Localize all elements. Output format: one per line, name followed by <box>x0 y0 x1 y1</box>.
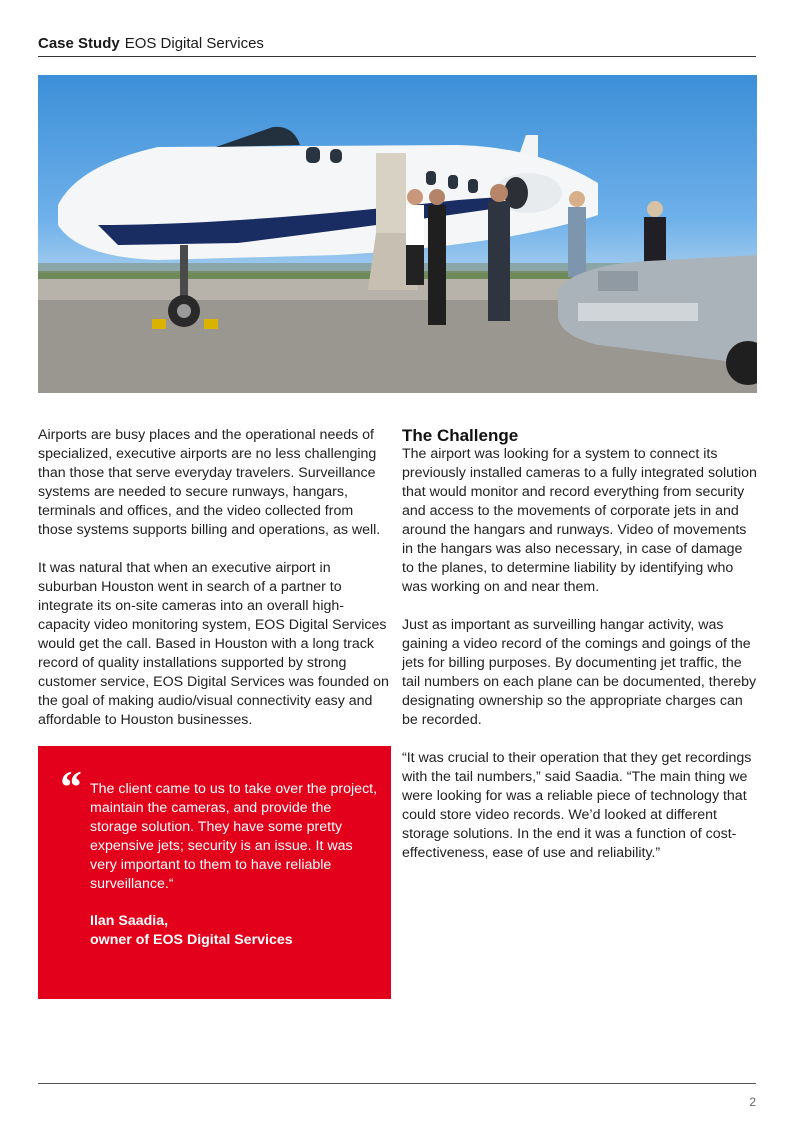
challenge-paragraph-2: Just as important as surveilling hangar activity, was gaining a video record of the comings and goings of the jets for billing purposes. By documenting jet traffic, the tail numbers on each plane can be documented, thereby designating ownership so the appropriate charges can be recorded. <box>402 617 757 728</box>
challenge-paragraph-1: The airport was looking for a system to connect its previously installed cameras to a fully integrated solution that would monitor and record everything from security and access to the movements of corporate jets in and around the hangars and runways. Video of movements in the hangars was also necessary, in case of damage to the planes, to determine liability by identifying who was working on and near them. <box>402 446 757 595</box>
eos-paragraph: It was natural that when an executive airport in suburban Houston went in search of a partner to integrate its on-site cameras into an overall high-capacity video monitoring system, EOS Digital Services would get the call. Based in Houston with a long track record of quality installations supported by strong customer service, EOS Digital Services was founded on the goal of making audio/visual connectivity easy and affordable to Houston businesses. <box>38 560 389 728</box>
page-number: 2 <box>749 1095 756 1109</box>
quote-text: The client came to us to take over the project, maintain the cameras, and provide the storage solution. They have some pretty expensive jets; security is an issue. It was very important to them to have reliable surveillance.“ <box>90 781 378 892</box>
hero-photo-jet <box>38 75 757 393</box>
quote-author-name: Ilan Saadia, <box>90 913 169 929</box>
quote-mark-icon: “ <box>58 761 81 812</box>
intro-paragraph: Airports are busy places and the operational needs of specialized, executive airports are no less challenging than those that serve everyday travelers. Surveillance systems are needed to secure runways, hangars, terminals and offices, and the video collected from those systems supports billing and operations, as well. <box>38 427 381 538</box>
quote-box <box>38 746 391 999</box>
right-column <box>402 426 758 882</box>
jet-illustration <box>38 75 757 393</box>
left-column <box>38 426 390 749</box>
section-heading-challenge: The Challenge <box>402 426 519 445</box>
page-header <box>38 34 756 57</box>
challenge-paragraph-3: “It was crucial to their operation that they get recordings with the tail numbers,” said Saadia. “The main thing we were looking for was a reliable piece of technology that could store video records. We’d looked at different storage solutions. In the end it was a function of cost-effectiveness, ease of use and reliability.” <box>402 750 752 861</box>
header-case-study: Case Study <box>38 35 120 52</box>
header-company: EOS Digital Services <box>124 35 264 52</box>
footer-divider <box>38 1083 756 1084</box>
quote-author-title: owner of EOS Digital Services <box>90 932 293 948</box>
quote-author <box>90 912 380 950</box>
